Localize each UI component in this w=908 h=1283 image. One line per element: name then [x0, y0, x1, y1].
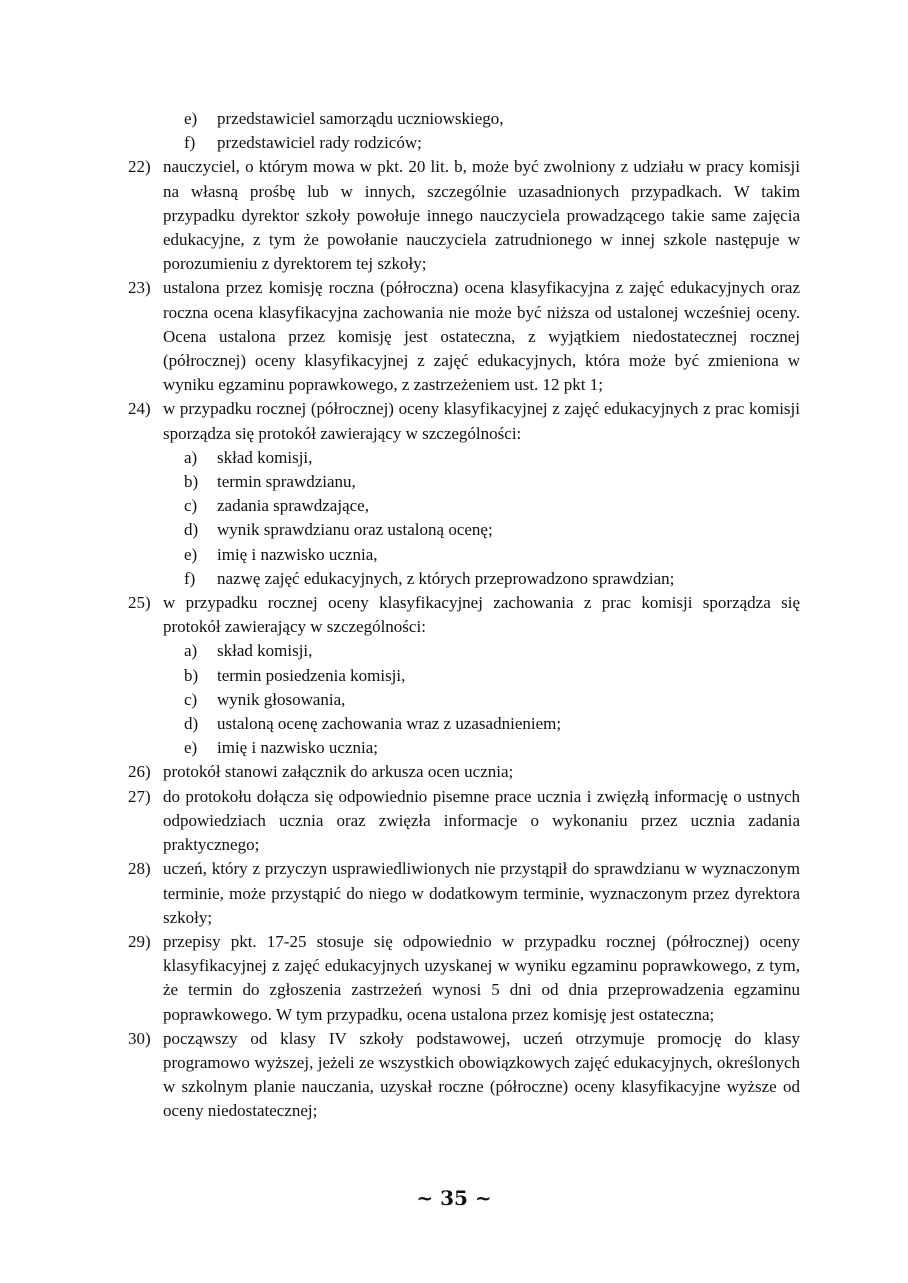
item-text: ustalona przez komisję roczna (półroczna) ocena klasyfikacyjna z zajęć edukacyjnych oraz roczna ocena klasyfikacyjna zachowania nie może być niższa od ustalonej wcześniej oceny. Ocena ustalona przez komisję jest ostateczna, z wyjątkiem niedostatecznej rocznej (półrocznej) oceny klasyfikacyjnej z zajęć edukacyjnych, która może być zmieniona w wyniku egzaminu poprawkowego, z zastrzeżeniem ust. 12 pkt 1;: [163, 278, 800, 395]
list-item-27: [128, 785, 800, 858]
item-text: przepisy pkt. 17-25 stosuje się odpowiednio w przypadku rocznej (półrocznej) oceny klasyfikacyjnej z zajęć edukacyjnych uzyskanej w wyniku egzaminu poprawkowego, z tym, że termin do zgłoszenia zastrzeżeń wynosi 5 dni od dnia przeprowadzenia egzaminu poprawkowego. W tym przypadku, ocena ustalona przez komisję jest ostateczna;: [163, 931, 800, 1024]
list-item-26: [128, 760, 800, 784]
item-number: 24): [128, 399, 151, 419]
sub-item: [128, 736, 800, 760]
sub-item: [128, 107, 800, 131]
sub-item-text: nazwę zajęć edukacyjnych, z których przeprowadzono sprawdzian;: [217, 568, 675, 588]
sub-item-letter: b): [184, 472, 199, 492]
item-text: w przypadku rocznej oceny klasyfikacyjnej zachowania z prac komisji sporządza się protokół zawierający w szczególności:: [163, 593, 800, 637]
sub-item-text: skład komisji,: [217, 447, 313, 467]
sub-item: [128, 446, 800, 470]
item-number: 22): [128, 157, 151, 177]
list-item-22: [128, 155, 800, 276]
sub-item-letter: f): [184, 133, 196, 153]
sub-item-text: wynik sprawdzianu oraz ustaloną ocenę;: [217, 520, 493, 540]
sub-item-text: wynik głosowania,: [217, 689, 346, 709]
sub-item-text: przedstawiciel rady rodziców;: [217, 133, 422, 153]
sub-item-text: zadania sprawdzające,: [217, 496, 369, 516]
page-number: ~ 35 ~: [416, 1186, 492, 1210]
item-number: 27): [128, 786, 151, 806]
item-text: do protokołu dołącza się odpowiednio pisemne prace ucznia i zwięzłą informację o ustnych odpowiedziach ucznia oraz zwięzła informacje o wykonaniu przez ucznia zadania praktycznego;: [163, 786, 800, 855]
sub-item: [128, 664, 800, 688]
sub-item-letter: e): [184, 544, 198, 564]
sub-item: [128, 639, 800, 663]
sub-item-text: skład komisji,: [217, 641, 313, 661]
item-number: 29): [128, 931, 151, 951]
sub-item-letter: e): [184, 738, 198, 758]
item-text: uczeń, który z przyczyn usprawiedliwionych nie przystąpił do sprawdzianu w wyznaczonym terminie, może przystąpić do niego w dodatkowym terminie, wyznaczonym przez dyrektora szkoły;: [163, 859, 800, 927]
sub-item-text: ustaloną ocenę zachowania wraz z uzasadnieniem;: [217, 714, 562, 734]
sub-item: [128, 470, 800, 494]
item-text: protokół stanowi załącznik do arkusza ocen ucznia;: [163, 762, 514, 782]
sub-item: [128, 567, 800, 591]
item-text: począwszy od klasy IV szkoły podstawowej, uczeń otrzymuje promocję do klasy programowo wyższej, jeżeli ze wszystkich obowiązkowych zajęć edukacyjnych, określonych w szkolnym planie nauczania, uzyskał roczne (półroczne) oceny klasyfikacyjne wyższe od oceny niedostatecznej;: [163, 1028, 800, 1121]
sub-item-text: przedstawiciel samorządu uczniowskiego,: [217, 109, 504, 128]
sub-item-letter: c): [184, 689, 198, 709]
sub-item-text: imię i nazwisko ucznia;: [217, 738, 378, 758]
sub-item: [128, 543, 800, 567]
item-number: 28): [128, 859, 151, 879]
sub-item-text: termin posiedzenia komisji,: [217, 665, 406, 685]
sub-item-letter: d): [184, 714, 199, 734]
sub-item-letter: e): [184, 109, 198, 128]
sub-item-letter: f): [184, 568, 196, 588]
document-body: [128, 107, 800, 1124]
item-number: 23): [128, 278, 151, 298]
list-item-29: [128, 930, 800, 1027]
sub-item-letter: c): [184, 496, 198, 516]
sub-item-letter: a): [184, 641, 198, 661]
list-item-30: [128, 1027, 800, 1124]
sub-item-letter: b): [184, 665, 199, 685]
sub-item: [128, 131, 800, 155]
list-item-23: [128, 276, 800, 397]
sub-item: [128, 712, 800, 736]
list-item-24: [128, 397, 800, 445]
sub-item-letter: a): [184, 447, 198, 467]
item-number: 25): [128, 593, 151, 613]
list-item-28: [128, 857, 800, 930]
item-text: nauczyciel, o którym mowa w pkt. 20 lit. b, może być zwolniony z udziału w pracy komisji na własną prośbę lub w innych, szczególnie uzasadnionych przypadkach. W takim przypadku dyrektor szkoły powołuje innego nauczyciela prowadzącego takie same zajęcia edukacyjne, z tym że powołanie nauczyciela zatrudnionego w innej szkole następuje w porozumieniu z dyrektorem tej szkoły;: [163, 157, 800, 274]
sub-item: [128, 494, 800, 518]
sub-item-text: termin sprawdzianu,: [217, 472, 356, 492]
list-item-25: [128, 591, 800, 639]
item-number: 26): [128, 762, 151, 782]
sub-item: [128, 688, 800, 712]
sub-item: [128, 518, 800, 542]
sub-item-letter: d): [184, 520, 199, 540]
item-text: w przypadku rocznej (półrocznej) oceny klasyfikacyjnej z zajęć edukacyjnych z prac komisji sporządza się protokół zawierający w szczególności:: [163, 399, 800, 443]
item-number: 30): [128, 1028, 151, 1048]
sub-item-text: imię i nazwisko ucznia,: [217, 544, 378, 564]
